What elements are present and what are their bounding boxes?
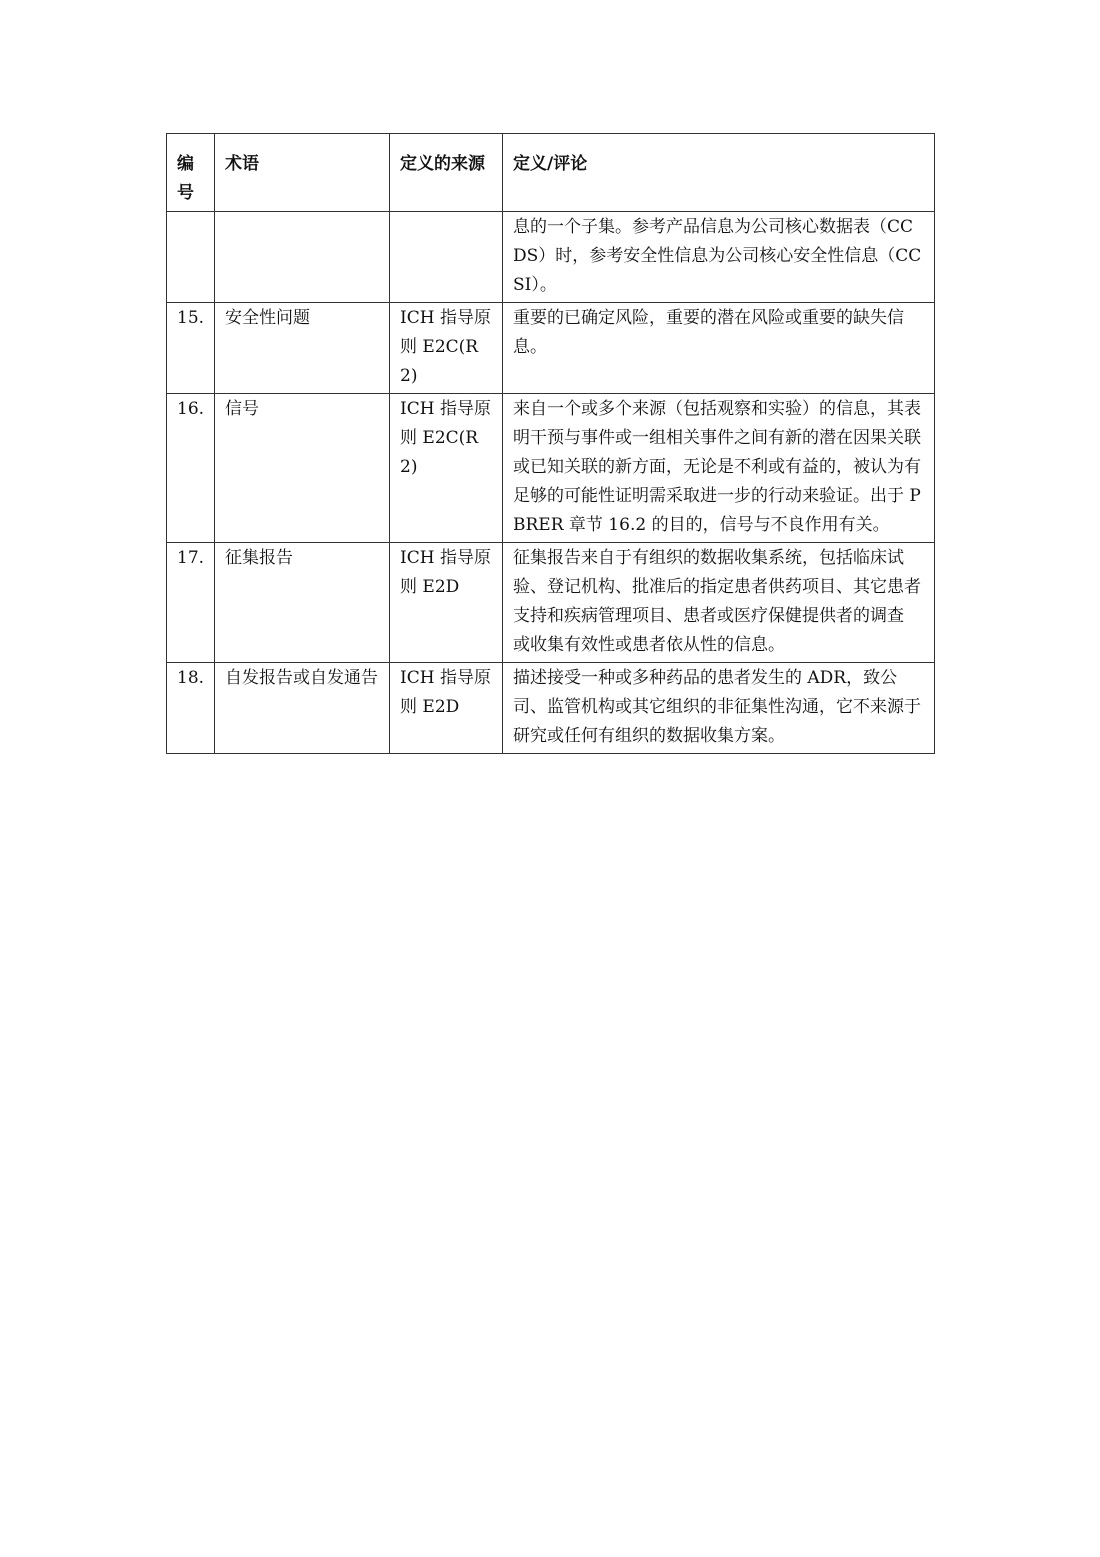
cell-number: 17. xyxy=(167,543,215,663)
glossary-table xyxy=(166,133,935,754)
table-row xyxy=(167,303,935,394)
definition-text: 征集报告来自于有组织的数据收集系统，包括临床试验、登记机构、批准后的指定患者供药项目、其它患者支持和疾病管理项目、患者或医疗保健提供者的调查 xyxy=(513,548,921,626)
header-term: 术语 xyxy=(215,134,390,212)
cell-source: ICH 指导原则 E2D xyxy=(390,663,503,754)
cell-definition: 来自一个或多个来源（包括观察和实验）的信息，其表明干预与事件或一组相关事件之间有新的潜在因果关联或已知关联的新方面，无论是不利或有益的，被认为有足够的可能性证明需采取进一步的行动来验证。出于 PBRER 章节 16.2 的目的，信号与不良作用有关。 xyxy=(503,394,935,543)
table-row xyxy=(167,394,935,543)
cell-term: 安全性问题 xyxy=(215,303,390,394)
table-header-row xyxy=(167,134,935,212)
table-row-continued xyxy=(167,212,935,303)
cell-source: ICH 指导原则 E2C(R2) xyxy=(390,394,503,543)
cell-term: 征集报告 xyxy=(215,543,390,663)
cell-number: 16. xyxy=(167,394,215,543)
cell-source: ICH 指导原则 E2D xyxy=(390,543,503,663)
table-row xyxy=(167,663,935,754)
header-definition: 定义/评论 xyxy=(503,134,935,212)
definition-text-extra: 或收集有效性或患者依从性的信息。 xyxy=(513,635,785,655)
table-row xyxy=(167,543,935,663)
header-source: 定义的来源 xyxy=(390,134,503,212)
cell-source xyxy=(390,212,503,303)
cell-number: 15. xyxy=(167,303,215,394)
cell-term: 自发报告或自发通告 xyxy=(215,663,390,754)
cell-definition: 描述接受一种或多种药品的患者发生的 ADR，致公司、监管机构或其它组织的非征集性沟通，它不来源于研究或任何有组织的数据收集方案。 xyxy=(503,663,935,754)
cell-definition xyxy=(503,543,935,663)
cell-term xyxy=(215,212,390,303)
cell-definition: 重要的已确定风险，重要的潜在风险或重要的缺失信息。 xyxy=(503,303,935,394)
cell-definition: 息的一个子集。参考产品信息为公司核心数据表（CCDS）时，参考安全性信息为公司核心安全性信息（CCSI）。 xyxy=(503,212,935,303)
cell-term: 信号 xyxy=(215,394,390,543)
cell-source: ICH 指导原则 E2C(R2) xyxy=(390,303,503,394)
header-number: 编号 xyxy=(167,134,215,212)
cell-number: 18. xyxy=(167,663,215,754)
cell-number xyxy=(167,212,215,303)
